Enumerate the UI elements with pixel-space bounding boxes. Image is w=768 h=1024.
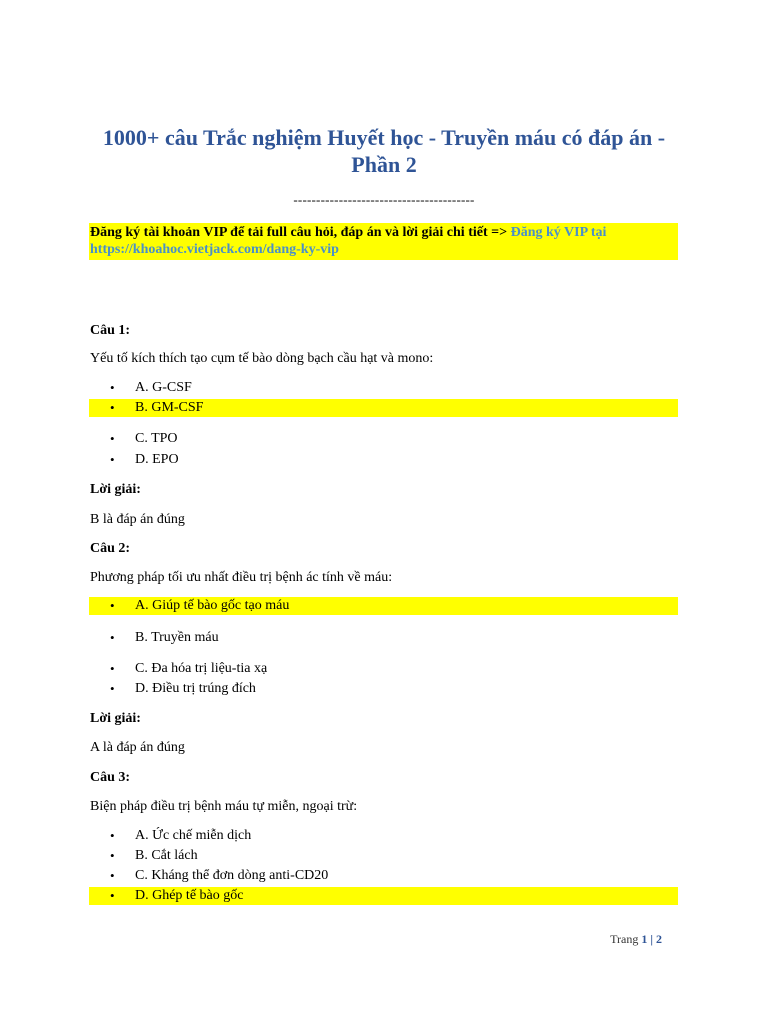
question-2-option-a: • A. Giúp tế bào gốc tạo máu	[89, 597, 678, 615]
question-1-option-b: • B. GM-CSF	[89, 399, 678, 417]
question-1-option-d: • D. EPO	[110, 452, 179, 467]
question-3-option-c: • C. Kháng thể đơn dòng anti-CD20	[110, 868, 329, 883]
question-3-option-a: • A. Ức chế miễn dịch	[110, 828, 252, 843]
question-3-label: Câu 3:	[90, 770, 131, 785]
question-3-option-d: • D. Ghép tế bào gốc	[89, 887, 678, 905]
bullet: •	[110, 630, 115, 645]
vip-link-line-2[interactable]: https://khoahoc.vietjack.com/dang-ky-vip	[90, 242, 339, 257]
question-1-option-a: • A. G-CSF	[110, 380, 192, 395]
question-1-text: Yếu tố kích thích tạo cụm tế bào dòng bạch cầu hạt và mono:	[90, 351, 434, 366]
question-2-solution: A là đáp án đúng	[90, 740, 185, 755]
bullet: •	[110, 431, 115, 446]
footer-total-pages: 2	[656, 932, 662, 946]
vip-banner	[89, 223, 678, 260]
title-line-2: Phần 2	[351, 152, 417, 177]
bullet: •	[110, 868, 115, 883]
bullet: •	[110, 888, 115, 903]
title-line-1: 1000+ câu Trắc nghiệm Huyết học - Truyền máu có đáp án -	[102, 125, 666, 150]
bullet: •	[110, 681, 115, 696]
footer-separator: |	[647, 932, 656, 946]
question-2-text: Phương pháp tối ưu nhất điều trị bệnh ác tính về máu:	[90, 570, 393, 585]
bullet: •	[110, 452, 115, 467]
question-3-option-b: • B. Cắt lách	[110, 848, 198, 863]
footer-prefix: Trang	[610, 932, 642, 946]
bullet: •	[110, 598, 115, 613]
vip-text: Đăng ký tài khoản VIP để tải full câu hỏi, đáp án và lời giải chi tiết =>	[90, 225, 511, 240]
question-2-option-c: • C. Đa hóa trị liệu-tia xạ	[110, 661, 268, 676]
page-footer	[560, 932, 662, 947]
bullet: •	[110, 661, 115, 676]
question-1-solution-label: Lời giải:	[90, 482, 141, 497]
question-3-text: Biện pháp điều trị bệnh máu tự miễn, ngoại trừ:	[90, 799, 358, 814]
vip-link-line-1[interactable]: Đăng ký VIP tại	[510, 225, 607, 240]
question-1-label: Câu 1:	[90, 323, 131, 338]
question-1-solution: B là đáp án đúng	[90, 512, 185, 527]
question-2-label: Câu 2:	[90, 541, 131, 556]
divider-line: ----------------------------------------	[293, 192, 475, 207]
question-1-option-c: • C. TPO	[110, 431, 178, 446]
question-2-solution-label: Lời giải:	[90, 711, 141, 726]
footer-page-number: 1	[641, 932, 648, 946]
page-title	[80, 124, 688, 178]
bullet: •	[110, 380, 115, 395]
bullet: •	[110, 828, 115, 843]
bullet: •	[110, 848, 115, 863]
question-2-option-b: • B. Truyền máu	[110, 630, 219, 645]
bullet: •	[110, 400, 115, 415]
question-2-option-d: • D. Điều trị trúng đích	[110, 681, 256, 696]
